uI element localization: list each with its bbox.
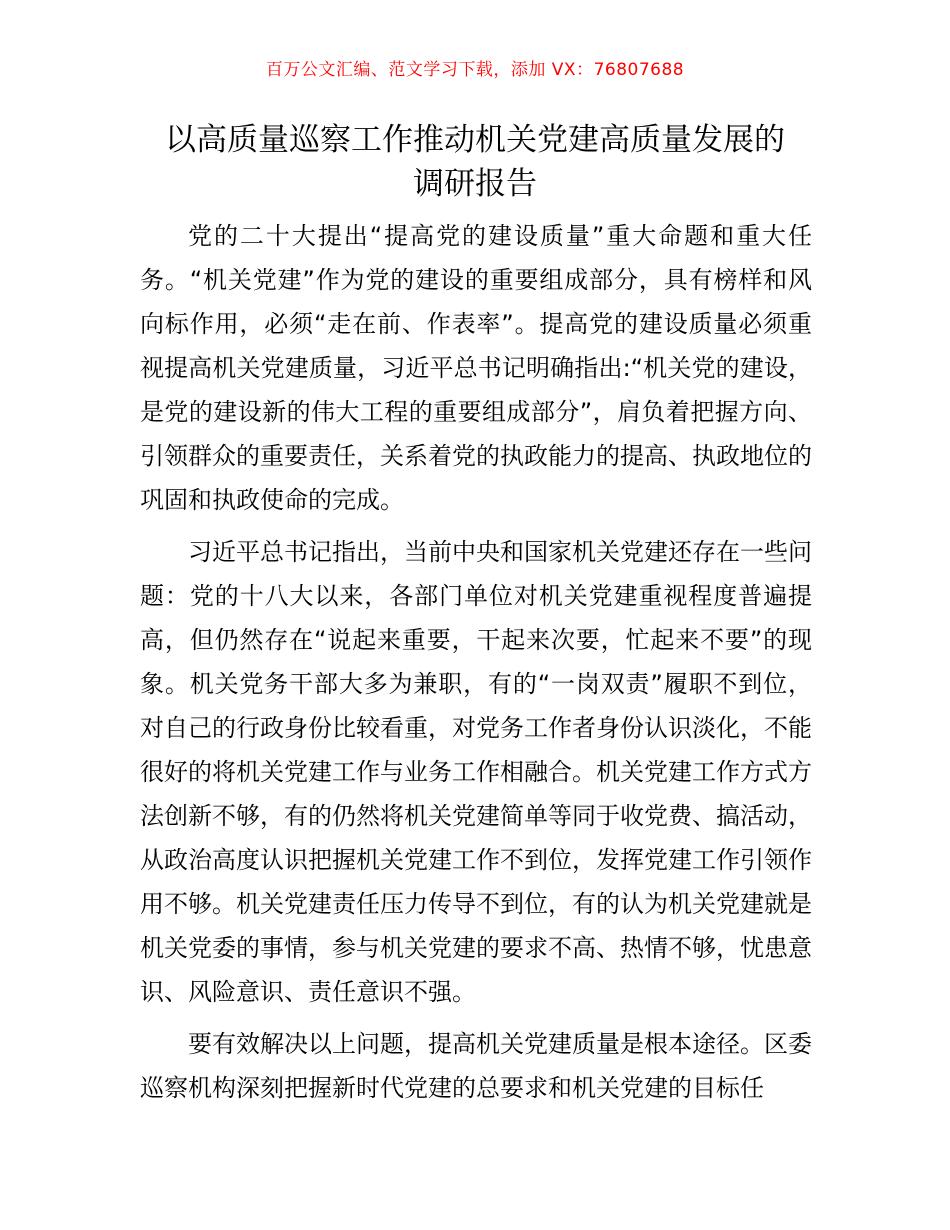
header-watermark-note: 百万公文汇编、范文学习下载，添加 VX：76807688 [265,60,685,80]
paragraph-3: 要有效解决以上问题，提高机关党建质量是根本途径。区委巡察机构深刻把握新时代党建的总要求和机关党建的目标任 [140,1030,812,1102]
title-line-1: 以高质量巡察工作推动机关党建高质量发展的 [165,122,785,158]
paragraph-2: 习近平总书记指出，当前中央和国家机关党建还存在一些问题：党的十八大以来，各部门单位对机关党建重视程度普遍提高，但仍然存在“说起来重要，干起来次要，忙起来不要”的现象。机关党务干部大多为兼职，有的“一岗双责”履职不到位，对自己的行政身份比较看重，对党务工作者身份认识淡化，不能很好的将机关党建工作与业务工作相融合。机关党建工作方式方法创新不够，有的仍然将机关党建简单等同于收党费、搞活动，从政治高度认识把握机关党建工作不到位，发挥党建工作引领作用不够。机关党建责任压力传导不到位，有的认为机关党建就是机关党委的事情，参与机关党建的要求不高、热情不够，忧患意识、风险意识、责任意识不强。 [140,538,812,1006]
document-title [120,118,830,206]
document-body [140,214,812,1118]
title-line-2: 调研报告 [413,166,537,202]
paragraph-1: 党的二十大提出“提高党的建设质量”重大命题和重大任务。“机关党建”作为党的建设的重要组成部分，具有榜样和风向标作用，必须“走在前、作表率”。提高党的建设质量必须重视提高机关党建质量，习近平总书记明确指出:“机关党的建设，是党的建设新的伟大工程的重要组成部分”，肩负着把握方向、引领群众的重要责任，关系着党的执政能力的提高、执政地位的巩固和执政使命的完成。 [140,222,812,514]
